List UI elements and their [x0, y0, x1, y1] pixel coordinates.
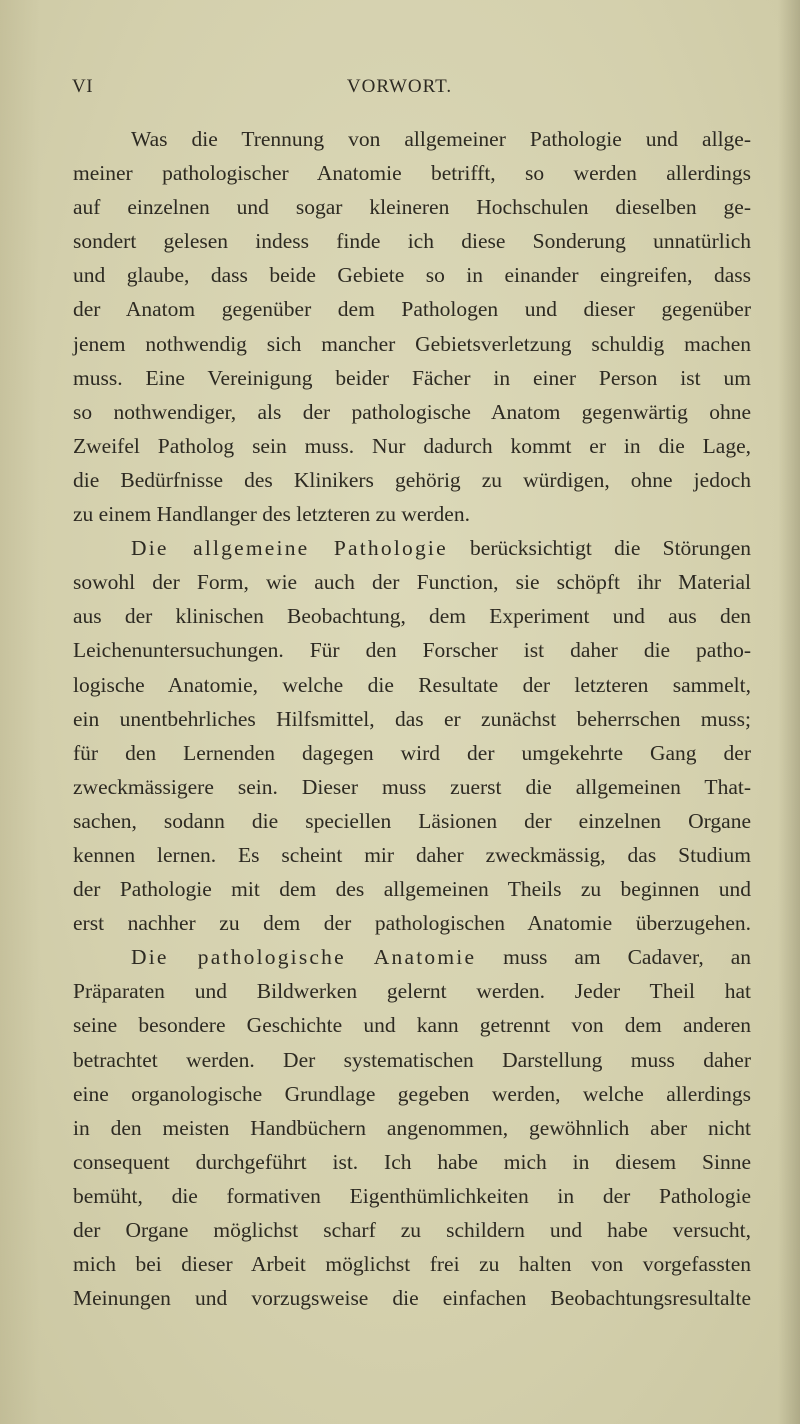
text-line: eine organologische Grundlage gegeben werden, welche allerdings	[73, 1081, 751, 1106]
text-line: der Pathologie mit dem des allgemeinen Theils zu beginnen und	[73, 877, 751, 902]
text-line: kennen lernen. Es scheint mir daher zweckmässig, das Studium	[73, 842, 751, 867]
text-line: bemüht, die formativen Eigenthümlichkeiten in der Pathologie	[73, 1183, 751, 1208]
text-fragment: muss am Cadaver, an	[476, 945, 751, 970]
text-line: für den Lernenden dagegen wird der umgekehrte Gang der	[73, 740, 751, 765]
text-line: Was die Trennung von allgemeiner Pathologie und allge-	[131, 127, 751, 151]
text-line: logische Anatomie, welche die Resultate der letzteren sammelt,	[73, 672, 751, 697]
text-line: mich bei dieser Arbeit möglichst frei zu halten von vorgefassten	[73, 1252, 751, 1277]
text-line: zu einem Handlanger des letzteren zu werden.	[73, 502, 470, 527]
running-title: VORWORT.	[346, 76, 453, 97]
page-number: VI	[72, 76, 94, 97]
emphasis-term: Die allgemeine Pathologie	[131, 536, 448, 561]
text-line: auf einzelnen und sogar kleineren Hochschulen dieselben ge-	[73, 195, 751, 220]
text-line: betrachtet werden. Der systematischen Darstellung muss daher	[73, 1047, 751, 1072]
text-line: erst nachher zu dem der pathologischen Anatomie überzugehen.	[73, 911, 751, 936]
text-line: meiner pathologischer Anatomie betrifft, so werden allerdings	[73, 161, 751, 186]
paragraph-1	[73, 122, 751, 531]
text-line	[73, 531, 751, 565]
text-line: sowohl der Form, wie auch der Function, sie schöpft ihr Material	[73, 570, 751, 595]
text-line: Meinungen und vorzugsweise die einfachen Beobachtungsresultalte	[73, 1286, 751, 1311]
text-line: sachen, sodann die speciellen Läsionen der einzelnen Organe	[73, 808, 751, 833]
text-line: die Bedürfnisse des Klinikers gehörig zu würdigen, ohne jedoch	[73, 467, 751, 492]
text-line: jenem nothwendig sich mancher Gebietsverletzung schuldig machen	[73, 331, 751, 356]
page-header	[72, 76, 752, 106]
emphasis-term: Die pathologische Anatomie	[131, 945, 477, 970]
paragraph-3	[73, 940, 751, 1315]
text-line: in den meisten Handbüchern angenommen, gewöhnlich aber nicht	[73, 1115, 751, 1140]
text-line: zweckmässigere sein. Dieser muss zuerst die allgemeinen That-	[73, 774, 751, 799]
paragraph-2	[73, 531, 751, 940]
text-line: seine besondere Geschichte und kann getrennt von dem anderen	[73, 1013, 751, 1038]
text-line: consequent durchgeführt ist. Ich habe mich in diesem Sinne	[73, 1149, 751, 1174]
text-line: und glaube, dass beide Gebiete so in einander eingreifen, dass	[73, 263, 751, 288]
text-line: Präparaten und Bildwerken gelernt werden. Jeder Theil hat	[73, 979, 751, 1004]
text-line	[73, 940, 751, 974]
text-line: muss. Eine Vereinigung beider Fächer in einer Person ist um	[73, 365, 751, 390]
text-line: sondert gelesen indess finde ich diese Sonderung unnatürlich	[73, 229, 751, 254]
text-line: aus der klinischen Beobachtung, dem Experiment und aus den	[73, 604, 751, 629]
text-line: Zweifel Patholog sein muss. Nur dadurch kommt er in die Lage,	[73, 433, 751, 458]
text-line: ein unentbehrliches Hilfsmittel, das er zunächst beherrschen muss;	[73, 706, 751, 731]
body-text	[73, 122, 751, 1315]
text-line: so nothwendiger, als der pathologische Anatom gegenwärtig ohne	[73, 399, 751, 424]
text-line: der Anatom gegenüber dem Pathologen und dieser gegenüber	[73, 297, 751, 322]
text-line: Leichenuntersuchungen. Für den Forscher ist daher die patho-	[73, 638, 751, 663]
text-fragment: berücksichtigt die Störungen	[447, 536, 751, 561]
text-line: der Organe möglichst scharf zu schildern und habe versucht,	[73, 1218, 751, 1242]
